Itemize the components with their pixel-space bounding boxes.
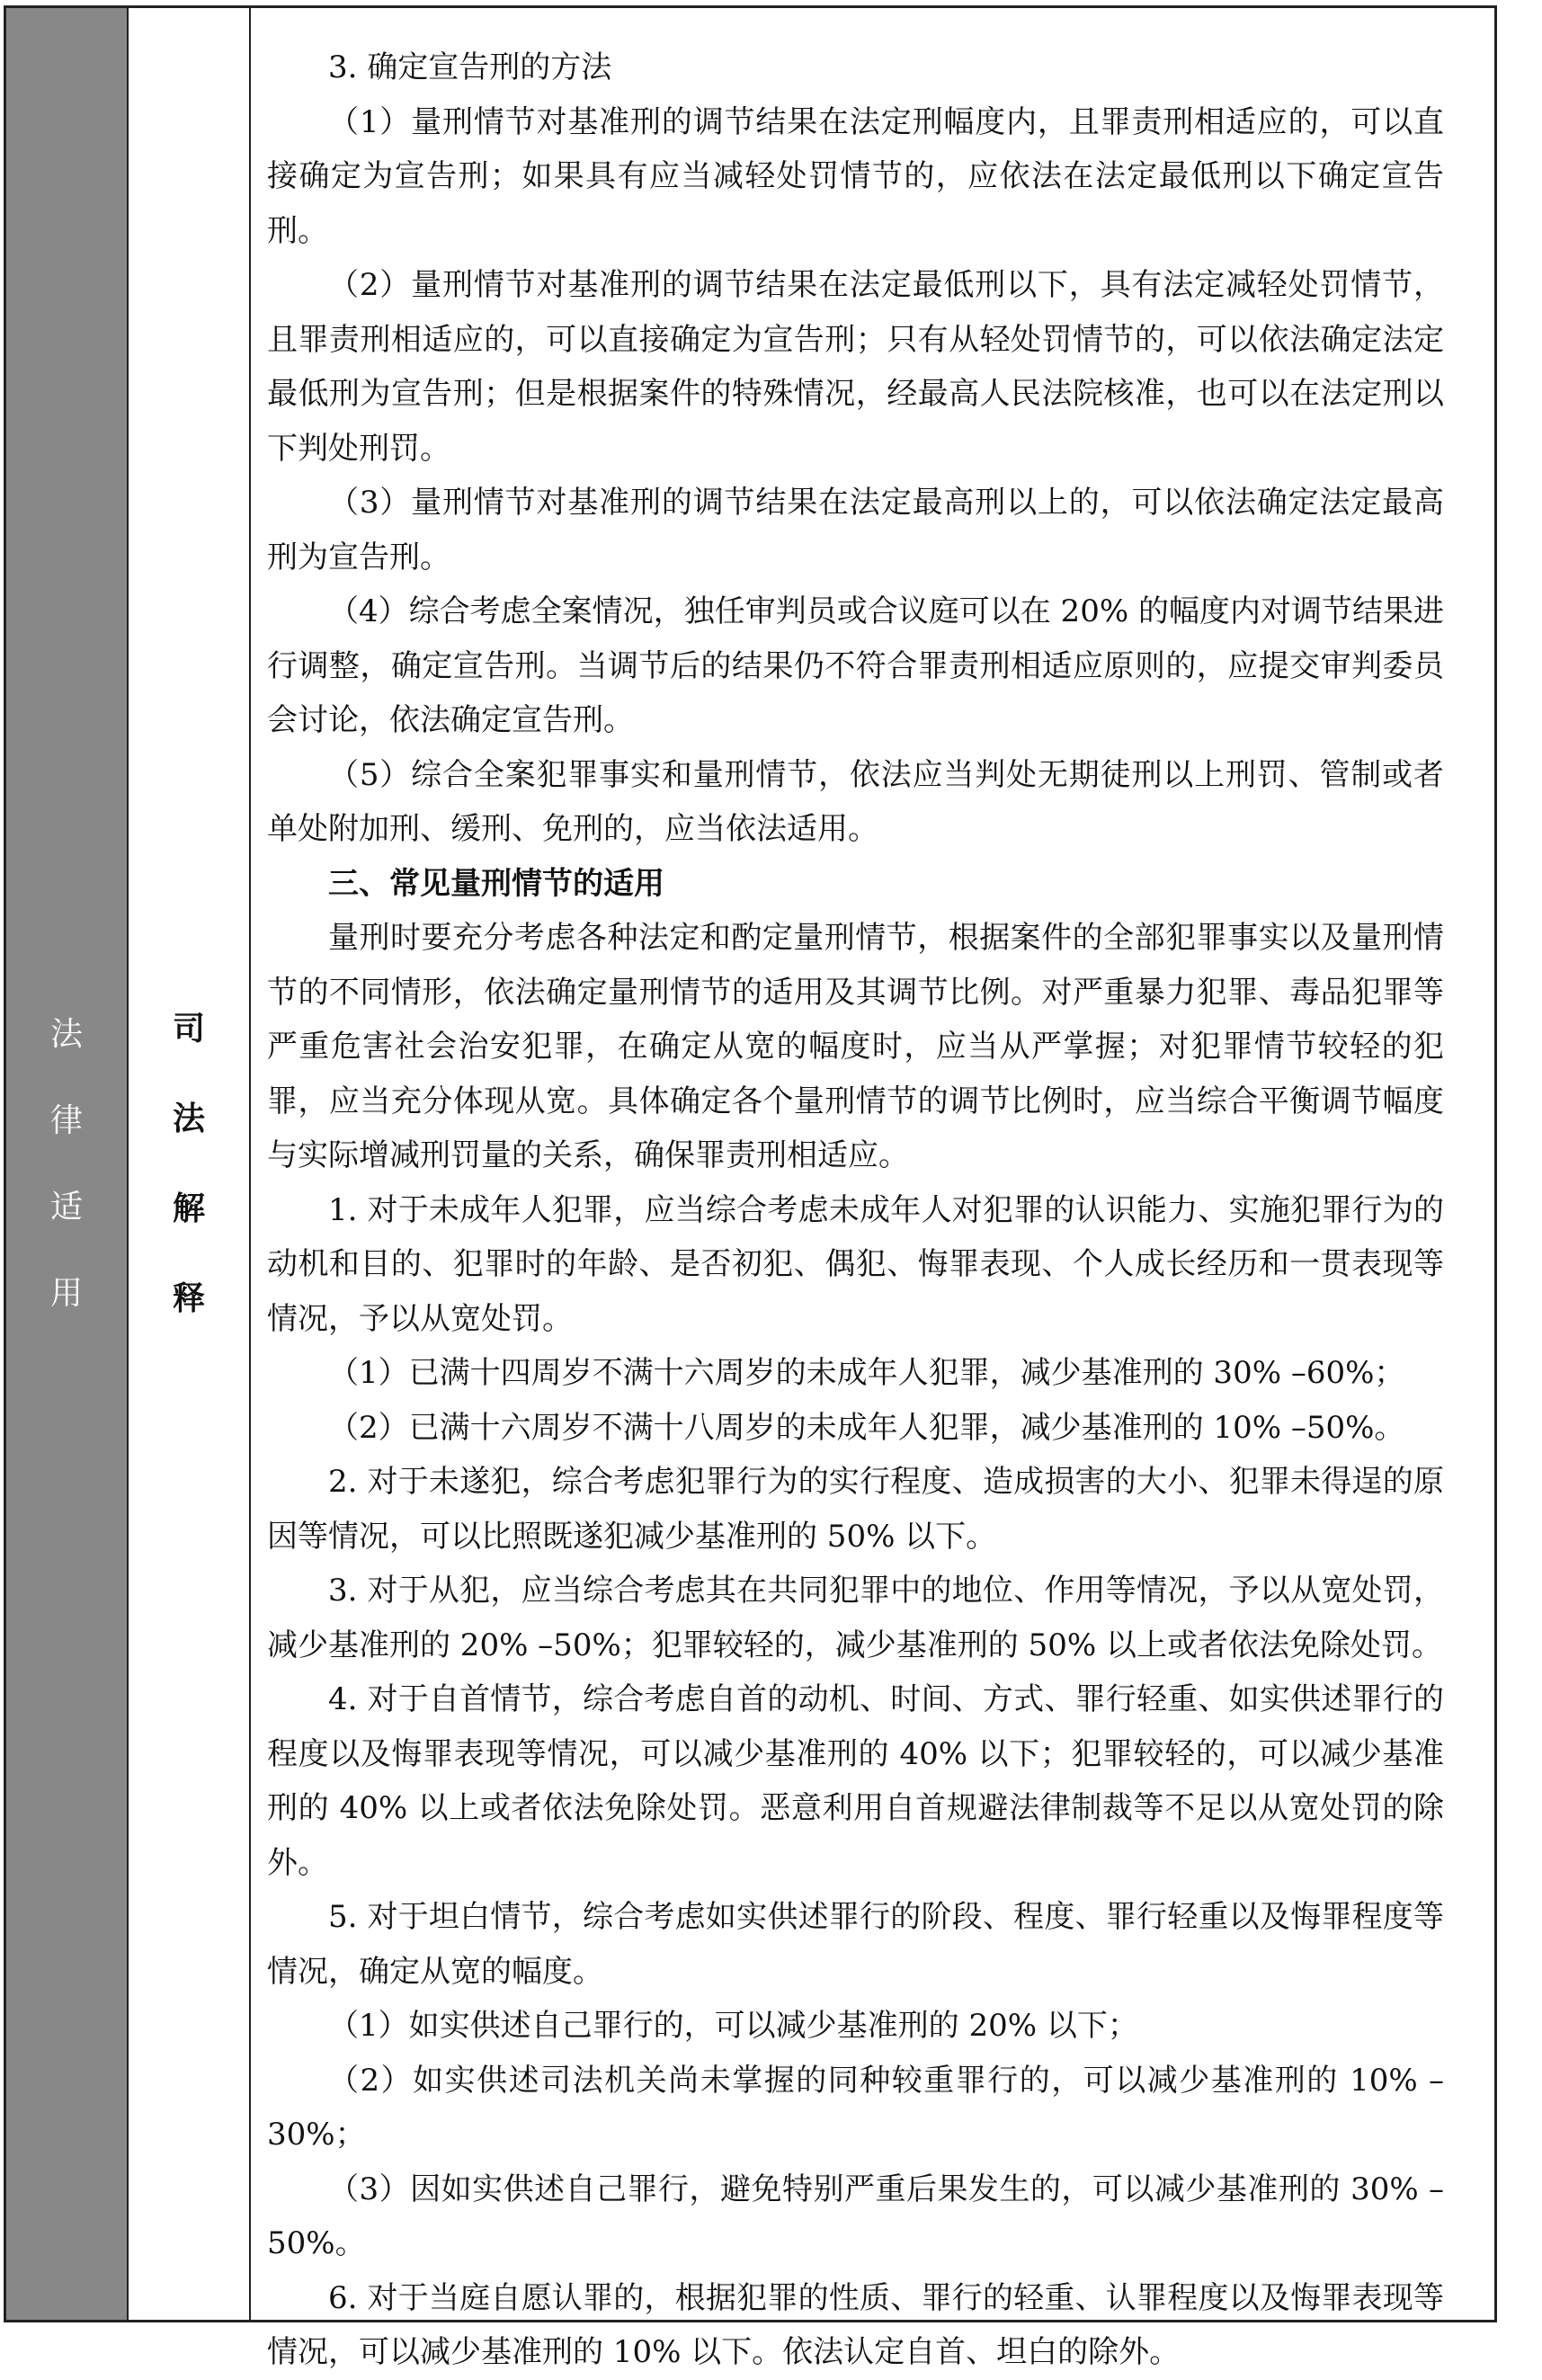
subcategory-char: 释 (172, 1279, 205, 1317)
paragraph: （1）已满十四周岁不满十六周岁的未成年人犯罪，减少基准刑的 30% –60%； (328, 1355, 1405, 1391)
text-content (251, 8, 1494, 2370)
paragraph: 5. 对于坦白情节，综合考虑如实供述罪行的阶段、程度、罪行轻重以及悔罪程度等情况，确定从宽的幅度。 (267, 1899, 1444, 1990)
category-char: 适 (49, 1188, 83, 1226)
paragraph: 量刑时要充分考虑各种法定和酌定量刑情节，根据案件的全部犯罪事实以及量刑情节的不同情形，依法确定量刑情节的适用及其调节比例。对严重暴力犯罪、毒品犯罪等严重危害社会治安犯罪，在确定从宽的幅度时，应当从严掌握；对犯罪情节较轻的犯罪，应当充分体现从宽。具体确定各个量刑情节的调节比例时，应当综合平衡调节幅度与实际增减刑罚量的关系，确保罪责刑相适应。 (267, 920, 1444, 1173)
subcategory-char: 司 (172, 1010, 205, 1047)
paragraph: 4. 对于自首情节，综合考虑自首的动机、时间、方式、罪行轻重、如实供述罪行的程度以及悔罪表现等情况，可以减少基准刑的 40% 以下；犯罪较轻的，可以减少基准刑的 40% 以上或者依法免除处罚。恶意利用自首规避法律制裁等不足以从宽处罚的除外。 (267, 1681, 1444, 1881)
subcategory-char: 法 (172, 1100, 205, 1137)
subcategory-label (173, 985, 205, 1344)
subcategory-char: 解 (172, 1190, 205, 1227)
paragraph: （2）如实供述司法机关尚未掌握的同种较重罪行的，可以减少基准刑的 10% –30%； (267, 2062, 1444, 2153)
paragraph: （4）综合考虑全案情况，独任审判员或合议庭可以在 20% 的幅度内对调节结果进行调整，确定宣告刑。当调节后的结果仍不符合罪责刑相适应原则的，应提交审判委员会讨论，依法确定宣告刑。 (267, 593, 1444, 738)
subcategory-column (129, 8, 251, 2320)
paragraph: 1. 对于未成年人犯罪，应当综合考虑未成年人对犯罪的认识能力、实施犯罪行为的动机和目的、犯罪时的年龄、是否初犯、偶犯、悔罪表现、个人成长经历和一贯表现等情况，予以从宽处罚。 (267, 1191, 1444, 1337)
paragraph: 3. 确定宣告刑的方法 (328, 49, 612, 85)
category-char: 律 (49, 1101, 83, 1139)
section-heading: 三、常见量刑情节的适用 (328, 865, 664, 902)
paragraph: 2. 对于未遂犯，综合考虑犯罪行为的实行程度、造成损害的大小、犯罪未得逞的原因等情况，可以比照既遂犯减少基准刑的 50% 以下。 (267, 1464, 1444, 1555)
paragraph: （3）量刑情节对基准刑的调节结果在法定最高刑以上的，可以依法确定法定最高刑为宣告刑。 (267, 485, 1444, 575)
paragraph: （1）如实供述自己罪行的，可以减少基准刑的 20% 以下； (328, 2008, 1138, 2044)
category-column (6, 8, 129, 2320)
document-table (4, 5, 1497, 2370)
category-char: 用 (49, 1274, 83, 1312)
paragraph: （1）量刑情节对基准刑的调节结果在法定刑幅度内，且罪责刑相适应的，可以直接确定为宣告刑；如果具有应当减轻处罚情节的，应依法在法定最低刑以下确定宣告刑。 (267, 103, 1444, 249)
paragraph: （2）量刑情节对基准刑的调节结果在法定最低刑以下，具有法定减轻处罚情节，且罪责刑相适应的，可以直接确定为宣告刑；只有从轻处罚情节的，可以依法确定法定最低刑为宣告刑；但是根据案件的特殊情况，经最高人民法院核准，也可以在法定刑以下判处刑罚。 (267, 267, 1444, 467)
paragraph: （5）综合全案犯罪事实和量刑情节，依法应当判处无期徒刑以上刑罚、管制或者单处附加刑、缓刑、免刑的，应当依法适用。 (267, 756, 1444, 847)
category-label (50, 992, 83, 1337)
paragraph: 3. 对于从犯，应当综合考虑其在共同犯罪中的地位、作用等情况，予以从宽处罚，减少基准刑的 20% –50%；犯罪较轻的，减少基准刑的 50% 以上或者依法免除处罚。 (267, 1573, 1444, 1663)
paragraph: （3）因如实供述自己罪行，避免特别严重后果发生的，可以减少基准刑的 30% –50%。 (267, 2171, 1444, 2261)
category-char: 法 (49, 1015, 83, 1053)
paragraph: 6. 对于当庭自愿认罪的，根据犯罪的性质、罪行的轻重、认罪程度以及悔罪表现等情况，可以减少基准刑的 10% 以下。依法认定自首、坦白的除外。 (267, 2279, 1444, 2370)
paragraph: （2）已满十六周岁不满十八周岁的未成年人犯罪，减少基准刑的 10% –50%。 (328, 1409, 1405, 1446)
